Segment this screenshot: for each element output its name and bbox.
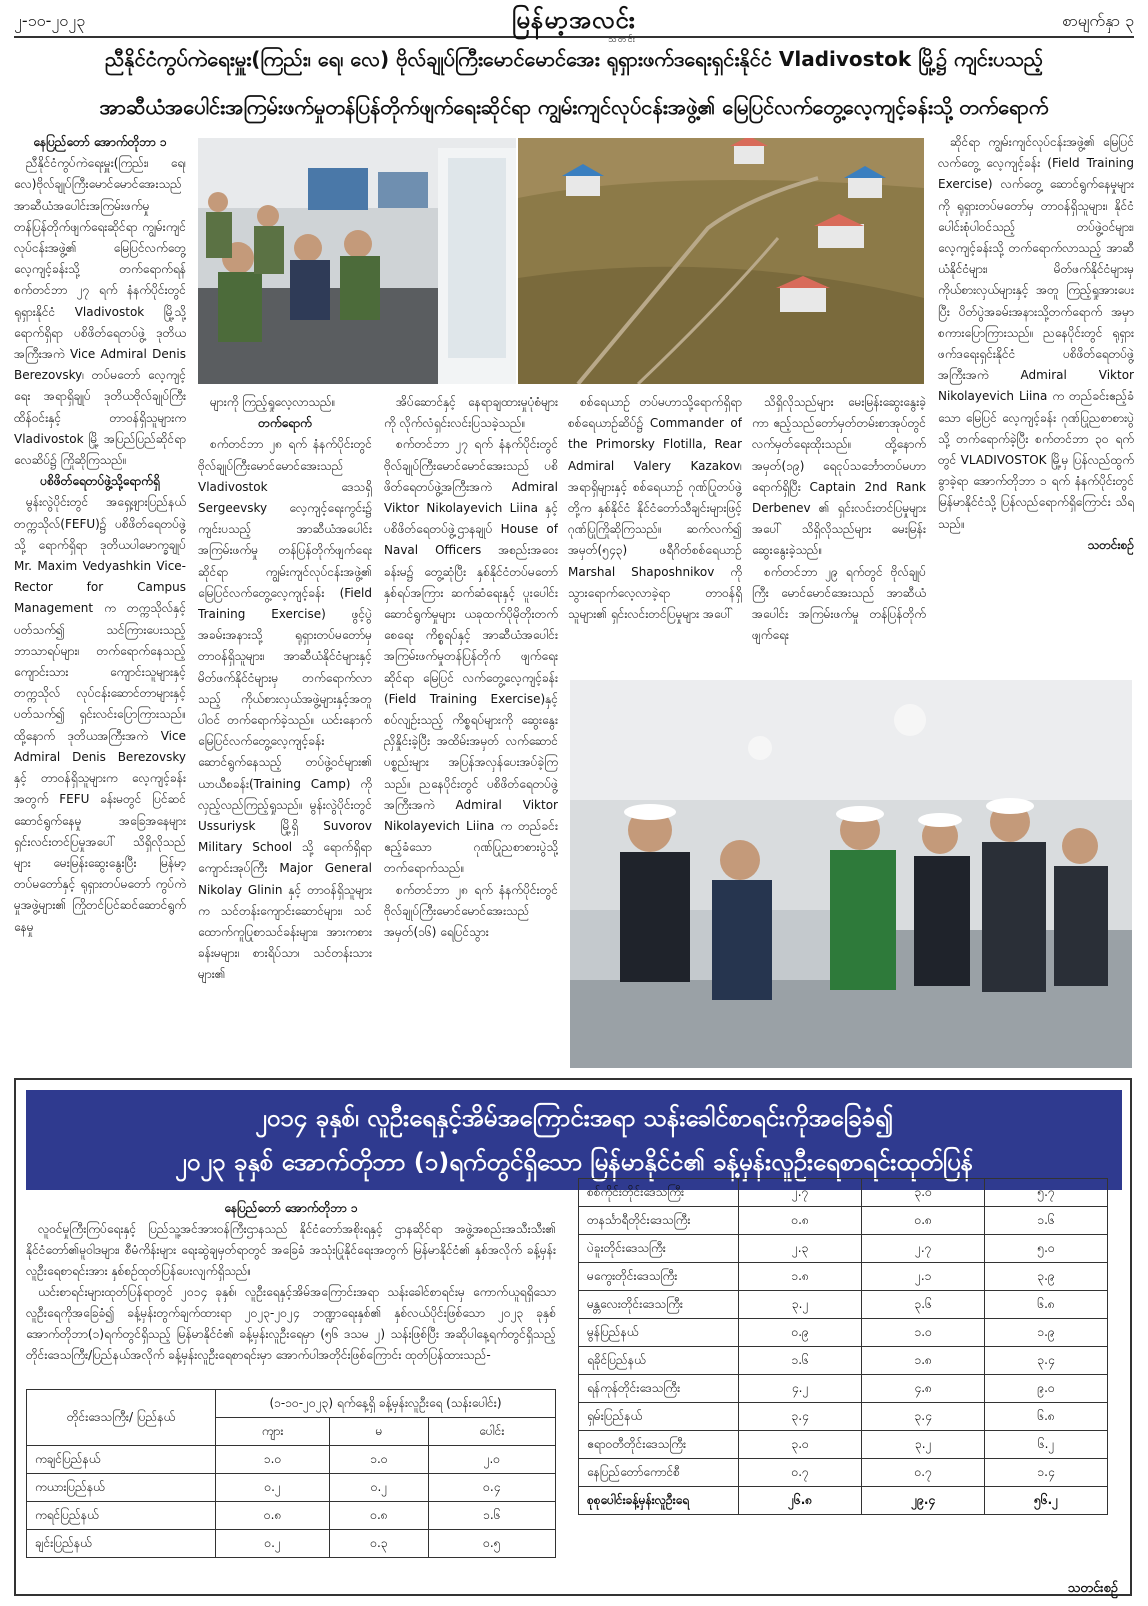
value-cell: ၀.၈ <box>330 1502 429 1530</box>
value-cell: ၁.၆ <box>428 1502 555 1530</box>
table-row <box>27 1502 556 1530</box>
value-cell: ၁.၀ <box>330 1446 429 1474</box>
article-paragraph: ညီနိုင်ငံကွပ်ကဲရေးမှူး(ကြည်း၊ ရေ၊ လေ)ဗိုလ်ချုပ်ကြီးမောင်မောင်အေးသည် အာဆီယံအပေါင်းအကြမ်းဖက်မှု တန်ပြန်တိုက်ဖျက်ရေးဆိုင်ရာ ကျွမ်းကျင်လုပ်ငန်းအဖွဲ့၏ မြေပြင်လက်တွေ့လေ့ကျင့်ခန်းသို့ တက်ရောက်ရန် စက်တင်ဘာ ၂၇ ရက် နံနက်ပိုင်းတွင် ရုရှားနိုင်ငံ Vladivostok မြို့သို့ ရောက်ရှိရာ ပစိဖိတ်ရေတပ်ဖွဲ့ ဒုတိယအကြီးအကဲ Vice Admiral Denis Berezovsky၊ တပ်မတော် လေ့ကျင့်ရေး အရာရှိချုပ် ဒုတိယဗိုလ်ချုပ်ကြီးထိန်ဝင်းနှင့် တာဝန်ရှိသူများက Vladivostok မြို့ အပြည်ပြည်ဆိုင်ရာ လေဆိပ်၌ ကြိုဆိုကြသည်။ <box>14 156 186 468</box>
region-cell: ရခိုင်ပြည်နယ် <box>579 1347 739 1375</box>
value-cell: ၀.၄ <box>428 1474 555 1502</box>
table-row <box>579 1487 1108 1515</box>
page-number: စာမျက်နှာ ၃ <box>1062 11 1134 30</box>
region-cell: ဧရာဝတီတိုင်းဒေသကြီး <box>579 1431 739 1459</box>
article-paragraph: စက်တင်ဘာ ၂၉ ရက်တွင် ဗိုလ်ချုပ်ကြီး မောင်မောင်အေးသည် အာဆီယံအပေါင်း အကြမ်းဖက်မှု တန်ပြန်တိုက်ဖျက်ရေး <box>752 564 926 643</box>
value-cell: ၂.၇ <box>862 1235 985 1263</box>
census-table-right <box>578 1178 1108 1515</box>
value-cell: ၀.၃ <box>330 1530 429 1558</box>
table-row <box>579 1291 1108 1319</box>
value-cell: ၀.၉ <box>739 1319 862 1347</box>
page-header <box>14 5 1134 45</box>
value-cell: ၁.၉ <box>985 1319 1108 1347</box>
value-cell: ၃.၂ <box>862 1431 985 1459</box>
value-cell: ၃.၀ <box>739 1431 862 1459</box>
value-cell: ၁.၀ <box>216 1446 330 1474</box>
article-paragraph: မွန်းလွဲပိုင်းတွင် အရှေ့ဖျားပြည်နယ်တက္ကသိုလ်(FEFU)၌ ပစိဖိတ်ရေတပ်ဖွဲ့သို့ ရောက်ရှိရာ ဒုတိယပါမောက္ခချုပ် Mr. Maxim Vedyashkin Vice-Rector for Campus Management က တက္ကသိုလ်နှင့် ပတ်သက်၍ သင်ကြားပေးသည့် ဘာသာရပ်များ၊ တက်ရောက်နေသည့် ကျောင်းသား ကျောင်းသူများနှင့် တက္ကသိုလ် လုပ်ငန်းဆောင်တာများနှင့်ပတ်သက်၍ ရှင်းလင်းပြောကြားသည်။ ထို့နောက် ဒုတိယအကြီးအကဲ Vice Admiral Denis Berezovsky နှင့် တာဝန်ရှိသူများက လေ့ကျင့်ခန်းအတွက် FEFU ခန်းမတွင် ပြင်ဆင်ဆောင်ရွက်နေမှု အခြေအနေများ ရှင်းလင်းတင်ပြမှုအပေါ် သိရှိလိုသည်များ မေးမြန်းဆွေးနွေးပြီး မြန်မာ့တပ်မတော်နှင့် ရုရှားတပ်မတော် ကွပ်ကဲမှုအဖွဲ့များ၏ ကြိုတင်ပြင်ဆင်ဆောင်ရွက်နေမှု <box>14 495 186 934</box>
table-row <box>27 1474 556 1502</box>
region-cell: ကချင်ပြည်နယ် <box>27 1446 216 1474</box>
table-row <box>27 1446 556 1474</box>
value-cell: ၀.၈ <box>862 1207 985 1235</box>
region-cell: စုစုပေါင်းခန့်မှန်းလူဦးရေ <box>579 1487 739 1515</box>
region-cell: တနင်္သာရီတိုင်းဒေသကြီး <box>579 1207 739 1235</box>
article-column-5 <box>752 392 926 674</box>
region-cell: စစ်ကိုင်းတိုင်းဒေသကြီး <box>579 1179 739 1207</box>
value-cell: ၃.၄ <box>985 1347 1108 1375</box>
value-cell: ၀.၈ <box>216 1502 330 1530</box>
col-header-female: မ <box>330 1418 429 1446</box>
photo-control-room <box>198 138 516 384</box>
article-sig: သတင်းစဉ် <box>1087 537 1134 552</box>
col-header-total: ပေါင်း <box>428 1418 555 1446</box>
value-cell: ၁.၆ <box>739 1347 862 1375</box>
census-paragraph-1: လူဝင်မှုကြီးကြပ်ရေးနှင့် ပြည်သူ့အင်အားဝန်ကြီးဌာနသည် နိုင်ငံတော်အစိုးရနှင့် ဌာနဆိုင်ရာ အဖွဲ့အစည်းအသီးသီး၏ နိုင်ငံတော်၏မူဝါဒများ၊ စီမံကိန်းများ ရေးဆွဲချမှတ်ရာတွင် အခြေခံ အသုံးပြုနိုင်ရေးအတွက် မြန်မာနိုင်ငံ၏ နှစ်အလိုက် ခန့်မှန်းလူဦးရေစာရင်းအား နှစ်စဉ်ထုတ်ပြန်ပေးလျက်ရှိသည်။ <box>26 1222 556 1278</box>
value-cell: ၂၉.၄ <box>862 1487 985 1515</box>
table-row <box>579 1459 1108 1487</box>
value-cell: ၀.၈ <box>739 1207 862 1235</box>
region-cell: ရန်ကုန်တိုင်းဒေသကြီး <box>579 1375 739 1403</box>
table-row <box>579 1347 1108 1375</box>
census-dateline: နေပြည်တော် အောက်တိုဘာ ၁ <box>224 1201 358 1215</box>
value-cell: ၉.၀ <box>985 1375 1108 1403</box>
table-row <box>27 1530 556 1558</box>
value-cell: ၀.၅ <box>428 1530 555 1558</box>
value-cell: ၀.၂ <box>216 1474 330 1502</box>
col-header-male: ကျား <box>216 1418 330 1446</box>
value-cell: ၁.၆ <box>985 1207 1108 1235</box>
value-cell: ၂.၁ <box>862 1263 985 1291</box>
article-column-1 <box>14 132 186 1068</box>
article-paragraph: စက်တင်ဘာ ၂၈ ရက် နံနက်ပိုင်းတွင် ဗိုလ်ချုပ်ကြီးမောင်မောင်အေးသည် အမှတ်(၁၆) ရေပြင်သွား <box>384 882 558 940</box>
census-banner-line-1: ၂၀၁၄ ခုနှစ်၊ လူဦးရေနှင့်အိမ်အကြောင်းအရာ သန်းခေါင်စာရင်းကိုအခြေခံ၍ <box>254 1104 894 1132</box>
region-cell: ကယားပြည်နယ် <box>27 1474 216 1502</box>
value-cell: ၀.၂ <box>330 1474 429 1502</box>
article-paragraph: သိရှိလိုသည်များ မေးမြန်းဆွေးနွေးခဲ့ကာ ဧည့်သည်တော်မှတ်တမ်းစာအုပ်တွင် လက်မှတ်ရေးထိုးသည်။ ထို့နောက် အမှတ်(၁၉) ရေငုပ်သင်္ဘောတပ်မဟာ ရောက်ရှိပြီး Captain 2nd Rank Derbenev ၏ ရှင်းလင်းတင်ပြမှုများအပေါ် သိရှိလိုသည်များ မေးမြန်းဆွေးနွေးခဲ့သည်။ <box>752 395 926 558</box>
value-cell: ၆.၈ <box>985 1403 1108 1431</box>
photo-field-training <box>518 138 924 384</box>
region-cell: မန္တလေးတိုင်းဒေသကြီး <box>579 1291 739 1319</box>
article-column-2 <box>198 392 372 1068</box>
census-signature: သတင်းစဉ် <box>1067 1581 1118 1596</box>
article-column-3 <box>384 392 558 1068</box>
value-cell: ၂၆.၈ <box>739 1487 862 1515</box>
article-paragraph: စက်တင်ဘာ ၂၇ ရက် နံနက်ပိုင်းတွင် ဗိုလ်ချုပ်ကြီးမောင်မောင်အေးသည် ပစိဖိတ်ရေတပ်ဖွဲ့အကြီးအကဲ Admiral Viktor Nikolayevich Liina နှင့် ပစိဖိတ်ရေတပ်ဖွဲ့ဌာနချုပ် House of Naval Officers အစည်းအဝေးခန်းမ၌ တွေ့ဆုံပြီး နှစ်နိုင်ငံတပ်မတော် နှစ်ရပ်အကြား ဆက်ဆံရေးနှင့် ပူးပေါင်းဆောင်ရွက်မှုများ ယခုထက်ပိုမိုတိုးတက်စေရေး ကိစ္စရပ်နှင့် အာဆီယံအပေါင်း အကြမ်းဖက်မှုတန်ပြန်တိုက် ဖျက်ရေးဆိုင်ရာ မြေပြင် လက်တွေ့လေ့ကျင့်ခန်း (Field Training Exercise)နှင့် စပ်လျဉ်းသည့် ကိစ္စရပ်များကို ဆွေးနွေးညှိနှိုင်းခဲ့ပြီး အထိမ်းအမှတ် လက်ဆောင်ပစ္စည်းများ အပြန်အလှန်ပေးအပ်ခဲ့ကြသည်။ ညနေပိုင်းတွင် ပစိဖိတ်ရေတပ်ဖွဲ့အကြီးအကဲ Admiral Viktor Nikolayevich Liina က တည်ခင်းဧည့်ခံသော ဂုဏ်ပြုညစာစားပွဲသို့ တက်ရောက်သည်။ <box>384 437 558 876</box>
region-cell: ချင်းပြည်နယ် <box>27 1530 216 1558</box>
article-paragraph: စစ်ရေယာဉ် တပ်မဟာသို့ရောက်ရှိရာ စစ်ရေယာဉ်ဆိပ်၌ Commander of the Primorsky Flotilla, Rear Admiral Valery Kazakov၊ အရာရှိများနှင့် စစ်ရေယာဉ် ဂုဏ်ပြုတပ်ဖွဲ့တို့က နှစ်နိုင်ငံ နိုင်ငံတော်သီချင်းများဖြင့် ဂုဏ်ပြုကြိုဆိုကြသည်။ ဆက်လက်၍ အမှတ်(၅၄၃) ဖရီဂိတ်စစ်ရေယာဉ် Marshal Shaposhnikov ကို သွားရောက်လေ့လာခဲ့ရာ တာဝန်ရှိသူများ၏ ရှင်းလင်းတင်ပြမှုများ အပေါ် <box>568 395 742 622</box>
region-cell: ကရင်ပြည်နယ် <box>27 1502 216 1530</box>
article-paragraph: အိပ်ဆောင်နှင့် နေရာချထားမှုပုံစံများကို လိုက်လံရှင်းလင်းပြသခဲ့သည်။ <box>384 395 558 431</box>
region-cell: ပဲခူးတိုင်းဒေသကြီး <box>579 1235 739 1263</box>
value-cell: ၅၆.၂ <box>985 1487 1108 1515</box>
value-cell: ၃.၉ <box>985 1263 1108 1291</box>
masthead-title: မြန်မာ့အလင်း <box>512 5 636 34</box>
value-cell: ၂.၇ <box>739 1179 862 1207</box>
value-cell: ၃.၄ <box>862 1403 985 1431</box>
census-banner-line-2: ၂၀၂၃ ခုနှစ် အောက်တိုဘာ (၁)ရက်တွင်ရှိသော မြန်မာနိုင်ငံ၏ ခန့်မှန်းလူဦးရေစာရင်းထုတ်ပြန် <box>174 1148 974 1176</box>
article-paragraph: ဆိုင်ရာ ကျွမ်းကျင်လုပ်ငန်းအဖွဲ့၏ မြေပြင်လက်တွေ့ လေ့ကျင့်ခန်း (Field Training Exercise) လက်တွေ့ ဆောင်ရွက်နေမှုများကို ရုရှားတပ်မတော်မှ တာဝန်ရှိသူများ၊ နိုင်ငံပေါင်းစုံပါဝင်သည့် တပ်ဖွဲ့ဝင်များ၊ လေ့ကျင့်ခန်းသို့ တက်ရောက်လာသည့် အာဆီယံနိုင်ငံများ၊ မိတ်ဖက်နိုင်ငံများမှ ကိုယ်စားလှယ်များနှင့် အတူ ကြည့်ရှုအားပေးပြီး ပိတ်ပွဲအခမ်းအနားသို့တက်ရောက် အမှာစကားပြောကြားသည်။ ညနေပိုင်းတွင် ရုရှားဖက်ဒရေးရှင်းနိုင်ငံ ပစိဖိတ်ရေတပ်ဖွဲ့ အကြီးအကဲ Admiral Viktor Nikolayevich Liina က တည်ခင်းဧည့်ခံသော မြေပြင် လေ့ကျင့်ခန်း ဂုဏ်ပြုညစာစားပွဲသို့ တက်ရောက်ခဲ့ပြီး စက်တင်ဘာ ၃၀ ရက်တွင် VLADIVOSTOK မြို့မှ ပြန်လည်ထွက်ခွာခဲ့ရာ အောက်တိုဘာ ၁ ရက် နံနက်ပိုင်းတွင် မြန်မာနိုင်ငံသို့ ပြန်လည်ရောက်ရှိကြောင်း သိရသည်။ <box>938 135 1134 531</box>
census-table-left <box>26 1389 556 1558</box>
article-paragraph: များကို ကြည့်ရှုလေ့လာသည်။ <box>210 395 336 409</box>
value-cell: ၀.၂ <box>216 1530 330 1558</box>
value-cell: ၀.၇ <box>862 1459 985 1487</box>
table-row <box>579 1235 1108 1263</box>
value-cell: ၁.၀ <box>862 1319 985 1347</box>
article-sub: ပစိဖိတ်ရေတပ်ဖွဲ့သို့ရောက်ရှိ <box>40 474 160 489</box>
value-cell: ၁.၈ <box>739 1263 862 1291</box>
region-cell: ရှမ်းပြည်နယ် <box>579 1403 739 1431</box>
census-banner <box>26 1090 1122 1190</box>
table-row <box>579 1207 1108 1235</box>
issue-date: ၂-၁၀-၂၀၂၃ <box>14 11 86 30</box>
value-cell: ၆.၂ <box>985 1431 1108 1459</box>
table-row <box>579 1375 1108 1403</box>
value-cell: ၂.၀ <box>428 1446 555 1474</box>
table-row <box>579 1263 1108 1291</box>
region-cell: မကွေးတိုင်းဒေသကြီး <box>579 1263 739 1291</box>
value-cell: ၀.၇ <box>739 1459 862 1487</box>
table-row <box>579 1319 1108 1347</box>
value-cell: ၁.၄ <box>985 1459 1108 1487</box>
value-cell: ၂.၃ <box>739 1235 862 1263</box>
headline-line-2: အာဆီယံအပေါင်းအကြမ်းဖက်မှုတန်ပြန်တိုက်ဖျက်ရေးဆိုင်ရာ ကျွမ်းကျင်လုပ်ငန်းအဖွဲ့၏ မြေပြင်လက်တွေ့လေ့ကျင့်ခန်းသို့ တက်ရောက် <box>99 95 1049 119</box>
census-text <box>26 1198 556 1366</box>
value-cell: ၄.၂ <box>739 1375 862 1403</box>
article-column-6 <box>938 132 1134 677</box>
article-column-4 <box>568 392 742 674</box>
article-dateline: နေပြည်တော် အောက်တိုဘာ ၁ <box>33 135 167 149</box>
value-cell: ၅.၇ <box>985 1179 1108 1207</box>
region-cell: မွန်ပြည်နယ် <box>579 1319 739 1347</box>
photo-ship-visit <box>570 680 1132 1068</box>
headline-line-1: ညီနိုင်ငံကွပ်ကဲရေးမှူး(ကြည်း၊ ရေ၊ လေ) ဗိုလ်ချုပ်ကြီးမောင်မောင်အေး ရုရှားဖက်ဒရေးရှင်းနိုင်ငံ Vladivostok မြို့၌ ကျင်းပသည့် <box>104 47 1044 71</box>
article-sub: တက်ရောက် <box>258 416 312 431</box>
value-cell: ၆.၈ <box>985 1291 1108 1319</box>
value-cell: ၄.၈ <box>862 1375 985 1403</box>
table-row <box>579 1431 1108 1459</box>
masthead-sub: သတင်း <box>608 35 636 45</box>
value-cell: ၃.၆ <box>862 1291 985 1319</box>
article-paragraph: စက်တင်ဘာ ၂၈ ရက် နံနက်ပိုင်းတွင် ဗိုလ်ချုပ်ကြီးမောင်မောင်အေးသည် Vladivostok ဒေသရှိ Sergeevsky လေ့ကျင့်ရေးကွင်း၌ ကျင်းပသည့် အာဆီယံအပေါင်းအကြမ်းဖက်မှု တန်ပြန်တိုက်ဖျက်ရေးဆိုင်ရာ ကျွမ်းကျင်လုပ်ငန်းအဖွဲ့၏ မြေပြင်လက်တွေ့လေ့ကျင့်ခန်း (Field Training Exercise) ဖွင့်ပွဲအခမ်းအနားသို့ ရုရှားတပ်မတော်မှ တာဝန်ရှိသူများ၊ အာဆီယံနိုင်ငံများနှင့် မိတ်ဖက်နိုင်ငံများမှ တက်ရောက်လာသည့် ကိုယ်စားလှယ်အဖွဲ့များနှင့်အတူ ပါဝင် တက်ရောက်ခဲ့သည်။ ယင်းနောက် မြေပြင်လက်တွေ့လေ့ကျင့်ခန်း ဆောင်ရွက်နေသည့် တပ်ဖွဲ့ဝင်များ၏ ယာယီစခန်း(Training Camp) ကို လှည့်လည်ကြည့်ရှုသည်။ မွန်းလွဲပိုင်းတွင် Ussuriysk မြို့ရှိ Suvorov Military School သို့ ရောက်ရှိရာ ကျောင်းအုပ်ကြီး Major General Nikolay Glinin နှင့် တာဝန်ရှိသူများက သင်တန်းကျောင်းဆောင်များ၊ သင်ထောက်ကူပြုစာသင်ခန်းများ၊ အားကစားခန်းမများ၊ စားရိပ်သာ၊ သင်တန်းသားများ၏ <box>198 437 372 982</box>
col-header-group: (၁-၁၀-၂၀၂၃) ရက်နေ့ရှိ ခန့်မှန်းလူဦးရေ (သန်းပေါင်း) <box>216 1390 556 1418</box>
value-cell: ၃.၄ <box>739 1403 862 1431</box>
census-paragraph-2: ယင်းစာရင်းများထုတ်ပြန်ရာတွင် ၂၀၁၄ ခုနှစ်၊ လူဦးရေနှင့်အိမ်အကြောင်းအရာ သန်းခေါင်စာရင်းမှ ကောက်ယူရရှိသော လူဦးရေကိုအခြေခံ၍ ခန့်မှန်းတွက်ချက်ထားရာ ၂၀၂၃-၂၀၂၄ ဘဏ္ဍာရေးနှစ်၏ နှစ်လယ်ပိုင်းဖြစ်သော ၂၀၂၃ ခုနှစ် အောက်တိုဘာ(၁)ရက်တွင်ရှိသည့် မြန်မာနိုင်ငံ၏ ခန့်မှန်းလူဦးရေမှာ (၅၆ ဒသမ ၂) သန်းဖြစ်ပြီး အဆိုပါနေ့ရက်တွင်ရှိသည့် တိုင်းဒေသကြီး/ပြည်နယ်အလိုက် ခန့်မှန်းလူဦးရေစာရင်းမှာ အောက်ပါအတိုင်းဖြစ်ကြောင်း ထုတ်ပြန်ထားသည်- <box>26 1285 556 1362</box>
col-header-region: တိုင်းဒေသကြီး/ ပြည်နယ် <box>27 1390 216 1446</box>
value-cell: ၃.၀ <box>862 1179 985 1207</box>
masthead <box>512 4 636 47</box>
region-cell: နေပြည်တော်ကောင်စီ <box>579 1459 739 1487</box>
value-cell: ၃.၂ <box>739 1291 862 1319</box>
value-cell: ၁.၈ <box>862 1347 985 1375</box>
table-row <box>579 1179 1108 1207</box>
value-cell: ၅.၀ <box>985 1235 1108 1263</box>
table-row <box>579 1403 1108 1431</box>
